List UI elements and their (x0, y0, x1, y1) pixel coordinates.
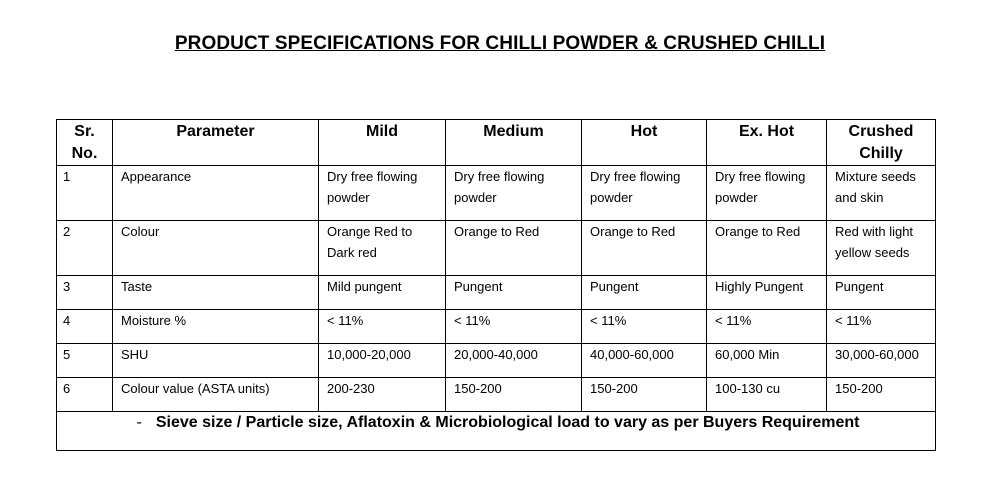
cell-crushed (827, 221, 936, 276)
table-row (57, 166, 936, 221)
cell-line: powder (327, 190, 370, 205)
header-hot (582, 120, 707, 166)
header-medium (446, 120, 582, 166)
cell-line: Dark red (327, 245, 377, 260)
cell-parameter: Moisture % (113, 310, 319, 344)
header-sr-no-line2: No. (71, 145, 98, 162)
table-row (57, 276, 936, 310)
header-parameter (113, 120, 319, 166)
cell-medium: 20,000-40,000 (446, 344, 582, 378)
table-row (57, 378, 936, 412)
cell-line: powder (590, 190, 633, 205)
cell-line: Orange to Red (590, 224, 676, 239)
cell-ex-hot: 60,000 Min (707, 344, 827, 378)
table-header-row (57, 120, 936, 166)
cell-line: Red with light (835, 224, 914, 239)
cell-hot (582, 166, 707, 221)
header-sr-no (57, 120, 113, 166)
cell-mild: Mild pungent (319, 276, 446, 310)
cell-line: and skin (835, 190, 884, 205)
table-row (57, 344, 936, 378)
cell-ex-hot (707, 221, 827, 276)
cell-parameter: Colour (113, 221, 319, 276)
header-crushed-chilly (827, 120, 936, 166)
cell-hot: 40,000-60,000 (582, 344, 707, 378)
footer-bullet-dash: - (136, 414, 142, 431)
cell-crushed: Pungent (827, 276, 936, 310)
cell-hot: 150-200 (582, 378, 707, 412)
cell-hot: < 11% (582, 310, 707, 344)
cell-mild: < 11% (319, 310, 446, 344)
cell-line: Mixture seeds (835, 169, 916, 184)
cell-line: Dry free flowing (454, 169, 545, 184)
footer-note-cell (57, 412, 936, 451)
cell-medium (446, 166, 582, 221)
header-ex-hot-label: Ex. Hot (738, 123, 795, 140)
cell-medium: Pungent (446, 276, 582, 310)
cell-sr: 3 (57, 276, 113, 310)
cell-sr: 6 (57, 378, 113, 412)
header-sr-no-line1: Sr. (74, 123, 95, 140)
specifications-table (56, 119, 936, 451)
cell-line: Orange to Red (454, 224, 540, 239)
table-row (57, 221, 936, 276)
cell-parameter: SHU (113, 344, 319, 378)
cell-crushed: < 11% (827, 310, 936, 344)
cell-line: powder (454, 190, 497, 205)
cell-crushed: 30,000-60,000 (827, 344, 936, 378)
cell-mild (319, 221, 446, 276)
page-title: PRODUCT SPECIFICATIONS FOR CHILLI POWDER & CRUSHED CHILLI (174, 33, 826, 54)
cell-parameter: Colour value (ASTA units) (113, 378, 319, 412)
cell-line: Dry free flowing (590, 169, 681, 184)
header-medium-label: Medium (483, 123, 544, 140)
cell-mild: 10,000-20,000 (319, 344, 446, 378)
cell-line: yellow seeds (835, 245, 910, 260)
table-row (57, 310, 936, 344)
header-mild (319, 120, 446, 166)
cell-sr: 4 (57, 310, 113, 344)
header-crushed-line2: Chilly (859, 145, 903, 162)
cell-crushed (827, 166, 936, 221)
cell-sr: 1 (57, 166, 113, 221)
cell-medium: < 11% (446, 310, 582, 344)
cell-line: Dry free flowing (715, 169, 806, 184)
cell-line: Orange to Red (715, 224, 801, 239)
cell-hot: Pungent (582, 276, 707, 310)
cell-line: powder (715, 190, 758, 205)
cell-ex-hot: 100-130 cu (707, 378, 827, 412)
cell-ex-hot (707, 166, 827, 221)
cell-parameter: Taste (113, 276, 319, 310)
cell-mild (319, 166, 446, 221)
header-ex-hot (707, 120, 827, 166)
cell-hot (582, 221, 707, 276)
cell-ex-hot: < 11% (707, 310, 827, 344)
cell-medium: 150-200 (446, 378, 582, 412)
cell-line: Dry free flowing (327, 169, 418, 184)
cell-line: Orange Red to (327, 224, 413, 239)
header-parameter-label: Parameter (176, 123, 255, 140)
cell-medium (446, 221, 582, 276)
cell-sr: 2 (57, 221, 113, 276)
cell-parameter: Appearance (113, 166, 319, 221)
cell-mild: 200-230 (319, 378, 446, 412)
cell-sr: 5 (57, 344, 113, 378)
header-crushed-line1: Crushed (848, 123, 914, 140)
cell-crushed: 150-200 (827, 378, 936, 412)
header-mild-label: Mild (366, 123, 398, 140)
header-hot-label: Hot (630, 123, 658, 140)
table-footer-row (57, 412, 936, 451)
footer-note: Sieve size / Particle size, Aflatoxin & Microbiological load to vary as per Buyers Requirement (155, 414, 860, 431)
cell-ex-hot: Highly Pungent (707, 276, 827, 310)
